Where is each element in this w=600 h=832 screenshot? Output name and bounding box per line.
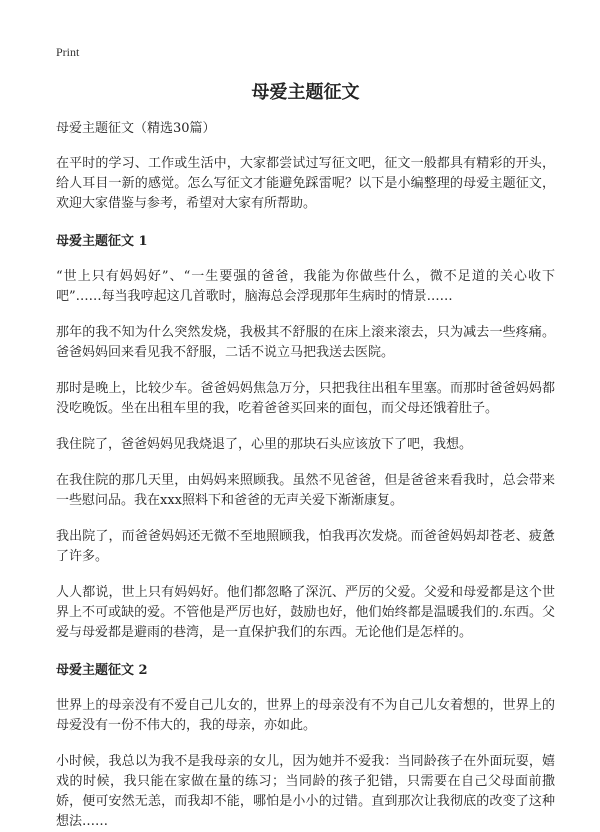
intro-paragraph: 在平时的学习、工作或生活中，大家都尝试过写征文吧，征文一般都具有精彩的开头，给人耳目一新的感觉。怎么写征文才能避免踩雷呢？以下是小编整理的母爱主题征文，欢迎大家借鉴与参考，希望对大家有所帮助。	[56, 156, 555, 211]
section-1-paragraph-5: 在我住院的那几天里，由妈妈来照顾我。虽然不见爸爸，但是爸爸来看我时，总会带来一些慰问品。我在xxx照料下和爸爸的无声关爱下渐渐康复。	[56, 473, 555, 508]
document-title: 母爱主题征文	[251, 82, 360, 103]
document-subtitle: 母爱主题征文（精选30篇）	[56, 121, 216, 136]
section-1-paragraph-1: “世上只有妈妈好”、“一生要强的爸爸，我能为你做些什么，微不足道的关心收下吧”……每当我哼起这几首歌时，脑海总会浮现那年生病时的情景……	[56, 269, 555, 304]
section-2-paragraph-1: 世界上的母亲没有不爱自己儿女的，世界上的母亲没有不为自己儿女着想的，世界上的母爱没有一份不伟大的，我的母亲，亦如此。	[56, 698, 555, 733]
section-1-paragraph-3: 那时是晚上，比较少车。爸爸妈妈焦急万分，只把我往出租车里塞。而那时爸爸妈妈都没吃晚饭。坐在出租车里的我，吃着爸爸买回来的面包，而父母还饿着肚子。	[56, 381, 555, 416]
print-link[interactable]: Print	[56, 45, 80, 59]
section-2-paragraph-2: 小时候，我总以为我不是我母亲的女儿，因为她并不爱我：当同龄孩子在外面玩耍，嬉戏的时候，我只能在家做在量的练习；当同龄的孩子犯错，只需要在自己父母面前撒娇，便可安然无恙，而我却不能，哪怕是小小的过错。直到那次让我彻底的改变了这种想法……	[56, 754, 555, 829]
section-1-paragraph-7: 人人都说，世上只有妈妈好。他们都忽略了深沉、严厉的父爱。父爱和母爱都是这个世界上不可或缺的爱。不管他是严厉也好，鼓励也好，他们始终都是温暖我们的.东西。父爱与母爱都是避雨的巷湾，是一直保护我们的东西。无论他们是怎样的。	[56, 585, 555, 640]
section-1-paragraph-4: 我住院了，爸爸妈妈见我烧退了，心里的那块石头应该放下了吧，我想。	[56, 437, 473, 452]
section-1-paragraph-6: 我出院了，而爸爸妈妈还无微不至地照顾我，怕我再次发烧。而爸爸妈妈却苍老、疲惫了许多。	[56, 529, 555, 564]
section-heading-2: 母爱主题征文 2	[56, 663, 148, 678]
section-heading-1: 母爱主题征文 1	[56, 234, 148, 249]
section-1-paragraph-2: 那年的我不知为什么突然发烧，我极其不舒服的在床上滚来滚去，只为减去一些疼痛。爸爸妈妈回来看见我不舒服，二话不说立马把我送去医院。	[56, 325, 555, 360]
